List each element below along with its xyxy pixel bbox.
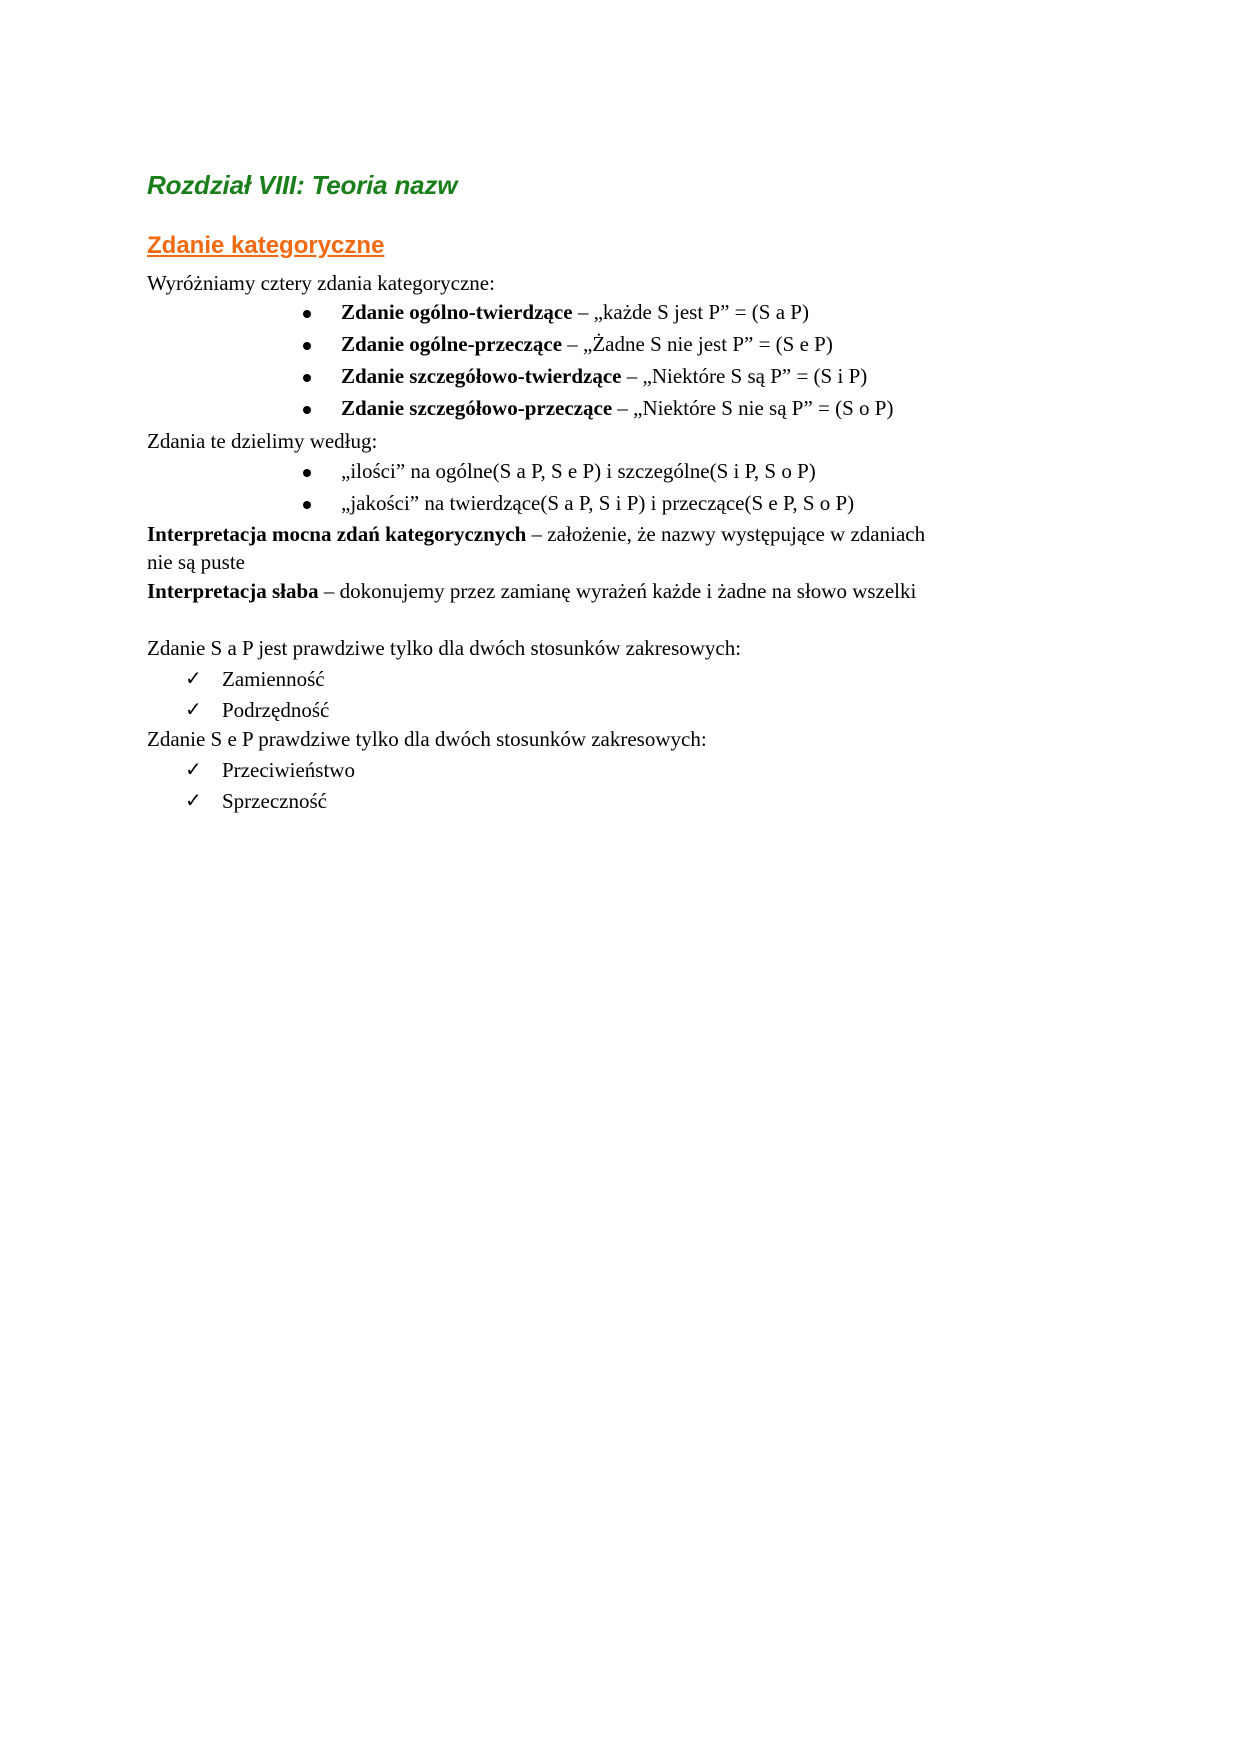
bullet-icon: [303, 342, 311, 350]
list-item: [341, 330, 833, 358]
division-intro: Zdania te dzielimy według:: [147, 429, 378, 453]
sap-intro: Zdanie S a P jest prawdziwe tylko dla dwóch stosunków zakresowych:: [147, 636, 742, 660]
sentence-definition: „Niektóre S nie są P” = (S o P): [633, 396, 894, 420]
chapter-title: Rozdział VIII: Teoria nazw: [147, 170, 458, 200]
bullet-icon: [303, 374, 311, 382]
strong-interpretation: [147, 520, 925, 548]
sep-intro: Zdanie S e P prawdziwe tylko dla dwóch stosunków zakresowych:: [147, 727, 707, 751]
separator: –: [621, 364, 643, 388]
check-icon: ✓: [185, 697, 202, 721]
separator: –: [612, 396, 634, 420]
sentence-definition: „Żadne S nie jest P” = (S e P): [583, 332, 833, 356]
list-item: Podrzędność: [222, 698, 330, 722]
term: Interpretacja mocna zdań kategorycznych: [147, 522, 527, 546]
list-item: [341, 298, 809, 326]
list-item: „jakości” na twierdzące(S a P, S i P) i przeczące(S e P, S o P): [341, 491, 855, 515]
list-item: „ilości” na ogólne(S a P, S e P) i szczególne(S i P, S o P): [341, 459, 816, 483]
intro-text: Wyróżniamy cztery zdania kategoryczne:: [147, 271, 495, 295]
term: Interpretacja słaba: [147, 579, 319, 603]
list-item: [341, 362, 867, 390]
list-item: Zamienność: [222, 667, 325, 691]
strong-interpretation-cont: nie są puste: [147, 550, 245, 574]
bullet-icon: [303, 501, 311, 509]
sentence-definition: „Niektóre S są P” = (S i P): [642, 364, 868, 388]
list-item: Przeciwieństwo: [222, 758, 355, 782]
sentence-definition: „każde S jest P” = (S a P): [593, 300, 809, 324]
definition: – założenie, że nazwy występujące w zdaniach: [526, 522, 926, 546]
list-item: Sprzeczność: [222, 789, 327, 813]
list-item: [341, 394, 893, 422]
sentence-name: Zdanie ogólno-twierdzące: [341, 300, 573, 324]
bullet-icon: [303, 406, 311, 414]
sentence-name: Zdanie szczegółowo-twierdzące: [341, 364, 622, 388]
check-icon: ✓: [185, 788, 202, 812]
check-icon: ✓: [185, 666, 202, 690]
bullet-icon: [303, 469, 311, 477]
separator: –: [572, 300, 594, 324]
section-title: Zdanie kategoryczne: [147, 232, 385, 259]
weak-interpretation: [147, 577, 916, 605]
bullet-icon: [303, 310, 311, 318]
check-icon: ✓: [185, 757, 202, 781]
sentence-name: Zdanie ogólne-przeczące: [341, 332, 563, 356]
definition: – dokonujemy przez zamianę wyrażeń każde i żadne na słowo wszelki: [318, 579, 917, 603]
sentence-name: Zdanie szczegółowo-przeczące: [341, 396, 613, 420]
separator: –: [562, 332, 584, 356]
